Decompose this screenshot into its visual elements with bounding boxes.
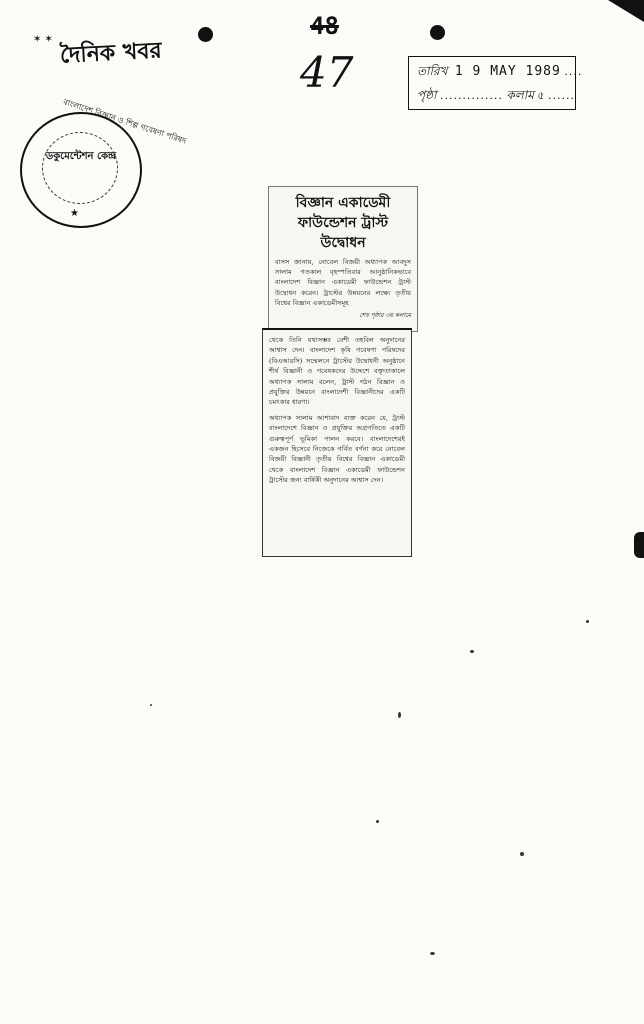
clipping-paragraph: থেকে তিনি যথাসম্ভব বেশী তহবিল অনুদানের আশ্বাস দেন। বাংলাদেশ কৃষি গবেষণা পরিষদের (বিএআরসি) সম্মেলনে ট্রাস্টের উদ্বোধনী অনুষ্ঠানে শীর্ষ বিজ্ঞানী ও গবেষকদের উদ্দেশে বক্তৃতাকালে অধ্যাপক সালাম বলেন, ট্রাস্ট গঠন বিজ্ঞান ও প্রযুক্তির উন্নয়নে বাংলাদেশী বিজ্ঞানীদের একটি চমৎকার ধারণা। [269,336,405,407]
speck [376,820,379,823]
dotted-line: .... [564,65,583,78]
documentation-stamp [20,97,188,228]
clipping-paragraph: অধ্যাপক সালাম আশাবাদ ব্যক্ত করেন যে, ট্রাস্ট বাংলাদেশে বিজ্ঞান ও প্রযুক্তির অগ্রগতিতে একটি গুরুত্বপূর্ণ ভূমিকা পালন করবে। বাংলাদেশেরই একজন হিসেবে নিজেকে গর্বিত বর্ণনা করে নোবেল বিজয়ী বিজ্ঞানী তৃতীয় বিশ্বের বিজ্ঞান একাডেমী থেকে বাংলাদেশ বিজ্ঞান একাডেমী ফাউন্ডেশন ট্রাস্টের জন্য বার্ষিকী অনুদানের আশ্বাস দেন। [269,413,405,485]
stamp-center-text: ডকুমেন্টেশন কেন্দ্র [45,151,117,162]
speck [520,852,524,856]
torn-corner [608,0,644,22]
edge-mark [634,532,644,558]
ink-mark: ✶ ✶ [33,34,53,45]
star-icon: ★ [70,208,79,219]
date-stamp-box [408,56,583,110]
punch-hole [198,27,213,42]
continued-note: শেষ পৃষ্ঠার ৩য় কলামে [359,312,411,320]
column-value: ৫ [537,89,545,102]
column-label: কলাম [506,88,534,102]
punch-hole [430,25,445,40]
clipping-continuation [262,328,412,557]
dotted-line: ...... [548,89,576,102]
date-row [417,63,582,83]
newspaper-name: দৈনিক খবর [59,37,163,69]
stamp-ring-text: বাংলাদেশ বিজ্ঞান ও শিল্প গবেষণা পরিষদ [62,97,188,146]
page-column-row [417,87,575,107]
speck [150,704,152,706]
clipping-headline: বিজ্ঞান একাডেমী ফাউন্ডেশন ট্রাস্ট উদ্বোধন [295,195,391,251]
page-number: 47 [300,48,354,97]
speck [398,712,401,718]
page-label: পৃষ্ঠা [417,88,437,102]
speck [586,620,589,623]
speck [470,650,474,653]
stamp-inner-ring [42,132,118,204]
old-page-number: 48 [310,12,339,40]
dotted-line: .............. [439,89,503,102]
clipping-intro: বাসস জানায়, নোবেল বিজয়ী অধ্যাপক আবদুস সালাম গতকাল বৃহস্পতিবার আনুষ্ঠানিকভাবে বাংলাদেশ বিজ্ঞান একাডেমী ফাউন্ডেশন ট্রাস্ট উদ্বোধন করেন। ট্রাস্টের উন্নয়নের লক্ষ্যে তৃতীয় বিশ্বের বিজ্ঞান একাডেমীসমূহ [275,258,411,307]
clipping-header [268,186,418,332]
date-value: 1 9 MAY 1989 [454,64,561,79]
speck [430,952,435,955]
date-label: তারিখ [417,64,448,78]
